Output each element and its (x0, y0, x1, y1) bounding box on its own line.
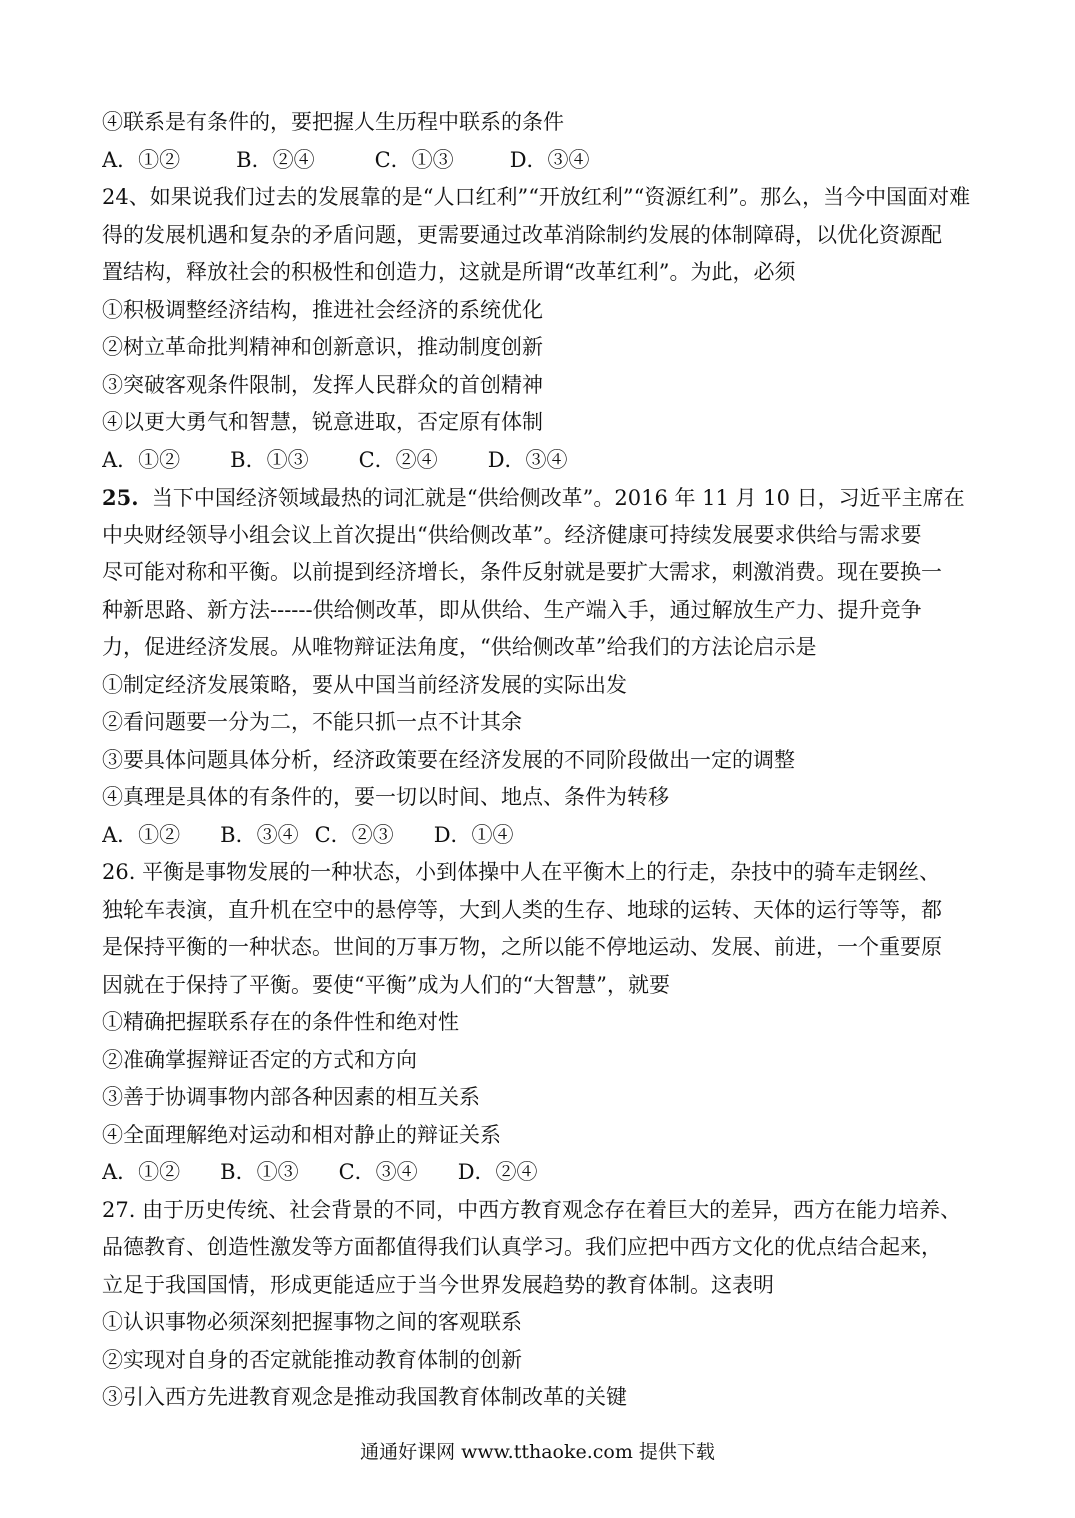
answer-option: A．①② (102, 822, 181, 847)
text-line: 独轮车表演，直升机在空中的悬停等，大到人类的生存、地球的运转、天体的运行等等，都 (102, 897, 942, 922)
text-line: 种新思路、新方法------供给侧改革，即从供给、生产端入手，通过解放生产力、提升竞争 (102, 597, 922, 622)
answer-options (102, 442, 982, 480)
text-line: ①精确把握联系存在的条件性和绝对性 (102, 1010, 459, 1034)
text-line: ①制定经济发展策略，要从中国当前经济发展的实际出发 (102, 672, 627, 697)
text-line: 立足于我国国情，形成更能适应于当今世界发展趋势的教育体制。这表明 (102, 1272, 774, 1297)
answer-option: D．③④ (509, 147, 590, 172)
text-line: ②准确掌握辩证否定的方式和方向 (102, 1047, 417, 1072)
text-line: ④真理是具体的有条件的，要一切以时间、地点、条件为转移 (102, 785, 669, 809)
text-line: ③要具体问题具体分析，经济政策要在经济发展的不同阶段做出一定的调整 (102, 747, 795, 772)
text-line: 品德教育、创造性激发等方面都值得我们认真学习。我们应把中西方文化的优点结合起来， (102, 1235, 942, 1259)
answer-option: B．③④ (220, 822, 299, 847)
answer-option: A．①② (102, 447, 181, 472)
text-line: 力，促进经济发展。从唯物辩证法角度，“供给侧改革”给我们的方法论启示是 (102, 635, 817, 659)
answer-option: C．③④ (338, 1160, 418, 1184)
text-line: ①积极调整经济结构，推进社会经济的系统优化 (102, 297, 543, 322)
answer-option: C．①③ (374, 147, 454, 172)
answer-option: C．②③ (314, 822, 394, 847)
text-line: 26. 平衡是事物发展的一种状态，小到体操中人在平衡木上的行走，杂技中的骑车走钢丝、 (102, 860, 941, 884)
document-body (102, 104, 982, 1417)
text-line: ③引入西方先进教育观念是推动我国教育体制改革的关键 (102, 1385, 627, 1409)
text-line: 中央财经领导小组会议上首次提出“供给侧改革”。经济健康可持续发展要求供给与需求要 (102, 522, 922, 547)
answer-option: C．②④ (358, 447, 438, 472)
answer-option: B．①③ (230, 447, 309, 472)
question-line (102, 479, 982, 517)
text-line: ②看问题要一分为二，不能只抓一点不计其余 (102, 710, 522, 734)
text-line: 27. 由于历史传统、社会背景的不同，中西方教育观念存在着巨大的差异，西方在能力培养、 (102, 1197, 962, 1222)
text-line: ③突破客观条件限制，发挥人民群众的首创精神 (102, 372, 543, 397)
text-line: ④以更大勇气和智慧，锐意进取，否定原有体制 (102, 410, 543, 434)
question-text: 当下中国经济领域最热的词汇就是“供给侧改革”。2016 年 11 月 10 日，习近平主席在 (138, 486, 965, 510)
question-number: 25. (102, 485, 139, 510)
footer-text: 通通好课网 www.tthaoke.com 提供下载 (360, 1441, 715, 1463)
answer-option: A．①② (102, 1160, 181, 1184)
text-line: 因就在于保持了平衡。要使“平衡”成为人们的“大智慧”，就要 (102, 972, 670, 997)
answer-option: A．①② (102, 147, 181, 172)
answer-option: B．①③ (220, 1160, 299, 1184)
text-line: ①认识事物必须深刻把握事物之间的客观联系 (102, 1310, 522, 1334)
answer-option: D．①④ (433, 822, 514, 847)
text-line: 是保持平衡的一种状态。世间的万事万物，之所以能不停地运动、发展、前进，一个重要原 (102, 935, 942, 959)
text-line: 置结构，释放社会的积极性和创造力，这就是所谓“改革红利”。为此，必须 (102, 260, 796, 284)
text-line: 得的发展机遇和复杂的矛盾问题，更需要通过改革消除制约发展的体制障碍，以优化资源配 (102, 222, 942, 247)
answer-option: B．②④ (236, 147, 315, 172)
text-line: ④全面理解绝对运动和相对静止的辩证关系 (102, 1122, 501, 1147)
text-line: ④联系是有条件的，要把握人生历程中联系的条件 (102, 110, 564, 134)
text-line: 尽可能对称和平衡。以前提到经济增长，条件反射就是要扩大需求，刺激消费。现在要换一 (102, 560, 942, 584)
answer-option: D．③④ (487, 447, 568, 472)
text-line: ②实现对自身的否定就能推动教育体制的创新 (102, 1347, 522, 1372)
answer-options (102, 142, 982, 180)
text-line: 24、如果说我们过去的发展靠的是“人口红利”“开放红利”“资源红利”。那么，当今中国面对难 (102, 185, 971, 209)
answer-option: D．②④ (457, 1160, 538, 1184)
text-line: ③善于协调事物内部各种因素的相互关系 (102, 1085, 480, 1109)
answer-options (102, 817, 982, 855)
answer-options (102, 1154, 982, 1192)
text-line: ②树立革命批判精神和创新意识，推动制度创新 (102, 335, 543, 359)
